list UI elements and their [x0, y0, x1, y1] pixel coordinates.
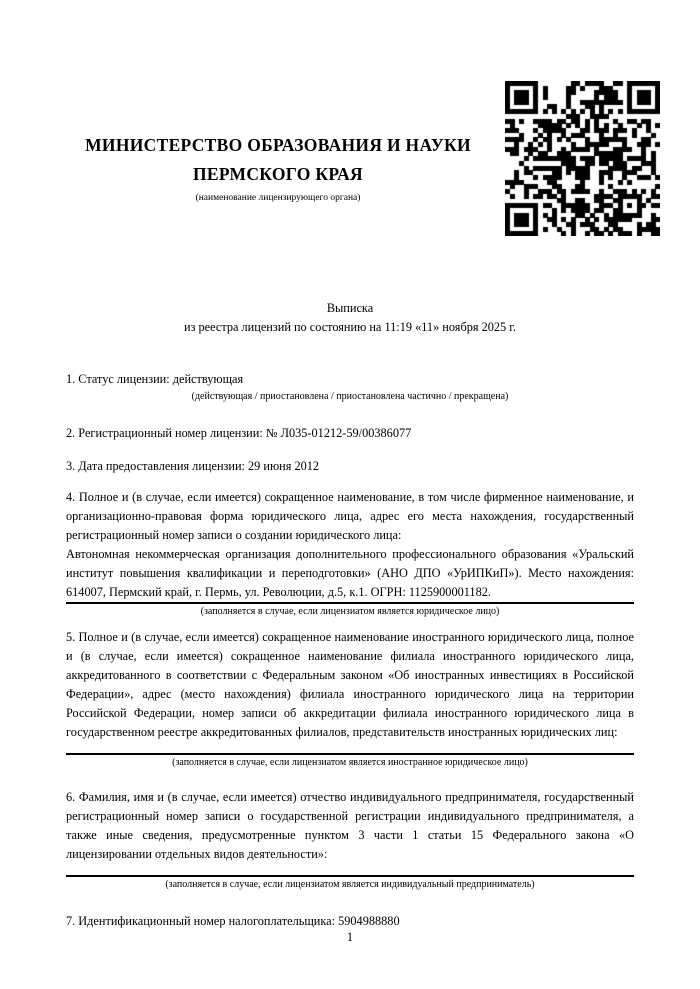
qr-code-icon [505, 81, 660, 236]
extract-body [66, 299, 634, 931]
entrepreneur-question: 6. Фамилия, имя и (в случае, если имеется) отчество индивидуального предпринимателя, государственный регистрационный номер записи о государственной регистрации индивидуального предпринимателя, а также иные сведения, предусмотренные пунктом 3 части 1 статьи 15 Федерального закона «О лицензировании отдельных видов деятельности»: [66, 790, 634, 861]
license-status-caption: (действующая / приостановлена / приостановлена частично / прекращена) [191, 391, 509, 402]
entrepreneur-caption: (заполняется в случае, если лицензиатом является индивидуальный предприниматель) [165, 879, 535, 890]
authority-name-line1: МИНИСТЕРСТВО ОБРАЗОВАНИЯ И НАУКИ [85, 135, 471, 155]
authority-name-line2: ПЕРМСКОГО КРАЯ [193, 164, 363, 184]
grant-date-line: 3. Дата предоставления лицензии: 29 июня 2012 [66, 459, 320, 473]
legal-entity-caption: (заполняется в случае, если лицензиатом является юридическое лицо) [200, 606, 500, 617]
taxpayer-number-line: 7. Идентификационный номер налогоплательщика: 5904988880 [66, 914, 400, 928]
foreign-entity-caption: (заполняется в случае, если лицензиатом является иностранное юридическое лицо) [172, 757, 528, 768]
license-status-line: 1. Статус лицензии: действующая [66, 372, 244, 386]
foreign-entity-question: 5. Полное и (в случае, если имеется) сокращенное наименование иностранного юридического лица, полное и (в случае, если имеется) сокращенное наименование филиала иностранного юридического лица, аккредитованного в соответствии с Федеральным законом «Об иностранных инвестициях в Российской Федерации», адрес (место нахождения) филиала иностранного юридического лица на территории Российской Федерации, номер записи об аккредитации филиала иностранного юридического лица в государственном реестре аккредитованных филиалов, представительств иностранных юридических лиц: [66, 630, 634, 739]
foreign-entity-blank-answer [66, 742, 634, 753]
page-number: 1 [346, 930, 354, 944]
extract-title: Выписка [326, 301, 374, 315]
extract-date-line: из реестра лицензий по состоянию на 11:19 «11» ноября 2025 г. [184, 320, 516, 334]
entrepreneur-blank-answer [66, 864, 634, 875]
authority-caption: (наименование лицензирующего органа) [195, 193, 361, 203]
legal-entity-question: 4. Полное и (в случае, если имеется) сокращенное наименование, в том числе фирменное наименование, и организационно-правовая форма юридического лица, адрес его места нахождения, государственный регистрационный номер записи о создании юридического лица: [66, 490, 634, 542]
licensing-authority-header [66, 131, 490, 205]
legal-entity-answer: Автономная некоммерческая организация дополнительного профессионального образования «Уральский институт повышения квалификации и переподготовки» (АНО ДПО «УрИПКиП»). Место нахождения: 614007, Пермский край, г. Пермь, ул. Революции, д.5, к.1. ОГРН: 1125900001182. [66, 547, 634, 599]
registration-number-line: 2. Регистрационный номер лицензии: № Л035-01212-59/00386077 [66, 426, 412, 440]
